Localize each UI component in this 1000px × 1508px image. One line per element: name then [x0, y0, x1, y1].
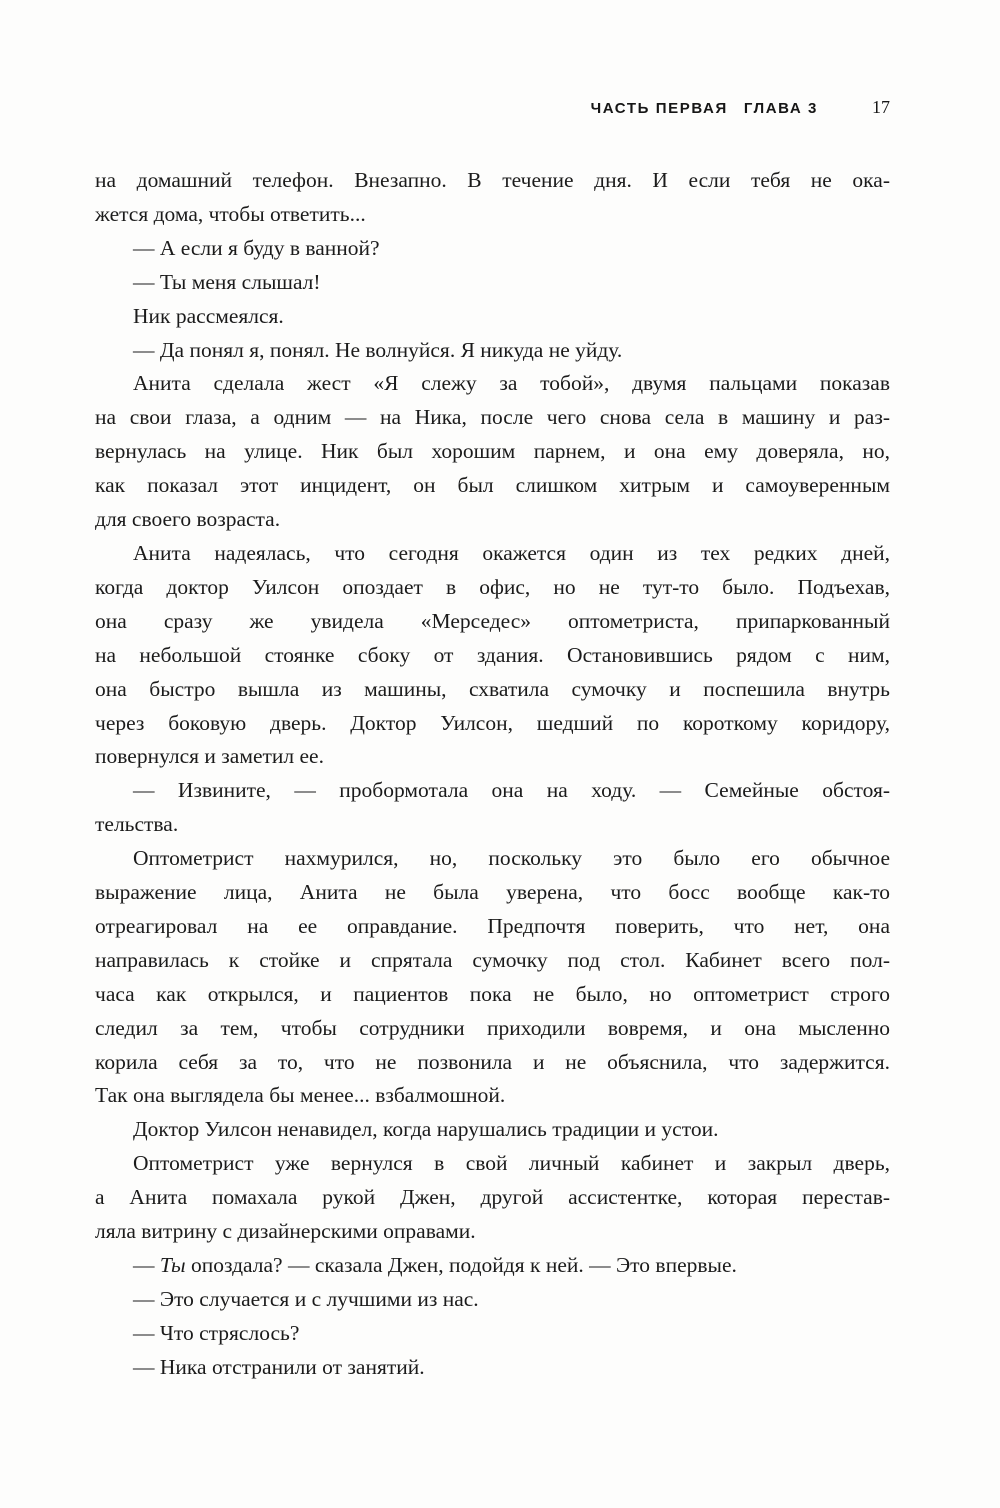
paragraph	[95, 774, 890, 842]
text-line	[95, 808, 890, 842]
text-line	[95, 978, 890, 1012]
text-segment: Анита надеялась, что сегодня окажется один из тех редких дней,	[133, 540, 890, 565]
text-segment: а Анита помахала рукой Джен, другой ассистентке, которая перестав-	[95, 1185, 890, 1210]
text-segment: тельства.	[95, 812, 179, 837]
text-line	[95, 1012, 890, 1046]
text-line	[95, 164, 890, 198]
paragraph	[95, 1113, 890, 1147]
page-number: 17	[872, 97, 890, 117]
text-segment: направилась к стойке и спрятала сумочку под стол. Кабинет всего пол-	[95, 947, 890, 972]
paragraph	[95, 164, 890, 232]
text-line	[95, 198, 890, 232]
text-line	[95, 842, 890, 876]
text-line	[95, 876, 890, 910]
text-segment: — Да понял я, понял. Не волнуйся. Я никуда не уйду.	[133, 337, 623, 362]
text-line	[95, 707, 890, 741]
text-line	[95, 910, 890, 944]
text-segment: — А если я буду в ванной?	[133, 235, 380, 260]
text-segment: Оптометрист нахмурился, но, поскольку это было его обычное	[133, 846, 890, 871]
paragraph	[95, 537, 890, 774]
paragraph	[95, 1147, 890, 1249]
chapter-title: ГЛАВА 3	[743, 100, 818, 117]
paragraph	[95, 1283, 890, 1317]
text-line	[95, 367, 890, 401]
text-segment: она быстро вышла из машины, схватила сумочку и поспешила внутрь	[95, 676, 890, 701]
text-segment: —	[133, 1253, 160, 1277]
text-line	[95, 1113, 890, 1147]
text-segment: выражение лица, Анита не была уверена, что босс вообще как-то	[95, 880, 890, 905]
text-line	[95, 571, 890, 605]
text-line	[95, 639, 890, 673]
text-line	[95, 1215, 890, 1249]
text-line	[95, 334, 890, 368]
paragraph	[95, 334, 890, 368]
text-line	[95, 266, 890, 300]
text-segment: — Извините, — пробормотала она на ходу. — Семейные обстоя-	[133, 778, 890, 803]
paragraph	[95, 1351, 890, 1385]
running-header	[95, 97, 890, 118]
text-segment: вернулась на улице. Ник был хорошим парнем, и она ему доверяла, но,	[95, 439, 890, 464]
text-line	[95, 537, 890, 571]
text-segment: повернулся и заметил ее.	[95, 744, 324, 769]
italic-text: Ты	[159, 1253, 186, 1277]
text-line	[95, 469, 890, 503]
text-segment: отреагировал на ее оправдание. Предпочтя поверить, что нет, она	[95, 913, 890, 938]
text-line	[95, 1351, 890, 1385]
text-segment: — Ты меня слышал!	[133, 269, 321, 294]
text-segment: Доктор Уилсон ненавидел, когда нарушались традиции и устои.	[133, 1117, 719, 1142]
text-segment: она сразу же увидела «Мерседес» оптометриста, припаркованный	[95, 608, 890, 633]
text-line	[95, 1147, 890, 1181]
text-segment: жется дома, чтобы ответить...	[95, 201, 366, 226]
text-line	[95, 740, 890, 774]
text-segment: корила себя за то, что не позвонила и не объяснила, что задержится.	[95, 1049, 890, 1074]
text-segment: через боковую дверь. Доктор Уилсон, шедший по короткому коридору,	[95, 710, 890, 735]
text-line	[95, 435, 890, 469]
text-segment: — Ника отстранили от занятий.	[133, 1354, 425, 1379]
text-segment: Ник рассмеялся.	[133, 303, 284, 328]
paragraph	[95, 300, 890, 334]
text-segment: для своего возраста.	[95, 507, 281, 532]
paragraph	[95, 266, 890, 300]
text-line	[95, 503, 890, 537]
text-segment: когда доктор Уилсон опоздает в офис, но не тут-то было. Подъехав,	[95, 574, 890, 599]
text-line	[95, 401, 890, 435]
text-segment: на свои глаза, а одним — на Ника, после чего снова села в машину и раз-	[95, 405, 890, 430]
text-line	[95, 774, 890, 808]
text-line	[95, 232, 890, 266]
text-segment: на небольшой стоянке сбоку от здания. Остановившись рядом с ним,	[95, 642, 890, 667]
paragraph	[95, 367, 890, 537]
text-line	[95, 605, 890, 639]
text-segment: Анита сделала жест «Я слежу за тобой», двумя пальцами показав	[133, 371, 890, 396]
text-segment: Оптометрист уже вернулся в свой личный кабинет и закрыл дверь,	[133, 1151, 890, 1176]
text-segment: Так она выглядела бы менее... взбалмошной.	[95, 1083, 506, 1108]
page-body	[95, 164, 890, 1385]
text-segment: на домашний телефон. Внезапно. В течение дня. И если тебя не ока-	[95, 168, 890, 192]
text-line	[95, 1283, 890, 1317]
text-line	[95, 300, 890, 334]
text-segment: как показал этот инцидент, он был слишком хитрым и самоуверенным	[95, 473, 890, 498]
text-segment: — Это случается и с лучшими из нас.	[133, 1286, 479, 1311]
text-line	[95, 1079, 890, 1113]
part-title: ЧАСТЬ ПЕРВАЯ	[590, 100, 728, 117]
text-segment: — Что стряслось?	[133, 1320, 300, 1345]
text-segment: опоздала? — сказала Джен, подойдя к ней. — Это впервые.	[185, 1253, 737, 1277]
text-segment: ляла витрину с дизайнерскими оправами.	[95, 1219, 476, 1244]
paragraph	[95, 1249, 890, 1283]
text-line	[95, 1249, 890, 1283]
paragraph	[95, 842, 890, 1113]
paragraph	[95, 232, 890, 266]
text-line	[95, 1317, 890, 1351]
text-line	[95, 1181, 890, 1215]
text-line	[95, 1046, 890, 1080]
text-line	[95, 944, 890, 978]
paragraph	[95, 1317, 890, 1351]
text-segment: часа как открылся, и пациентов пока не было, но оптометрист строго	[95, 981, 890, 1006]
text-line	[95, 673, 890, 707]
text-segment: следил за тем, чтобы сотрудники приходили вовремя, и она мысленно	[95, 1015, 890, 1040]
